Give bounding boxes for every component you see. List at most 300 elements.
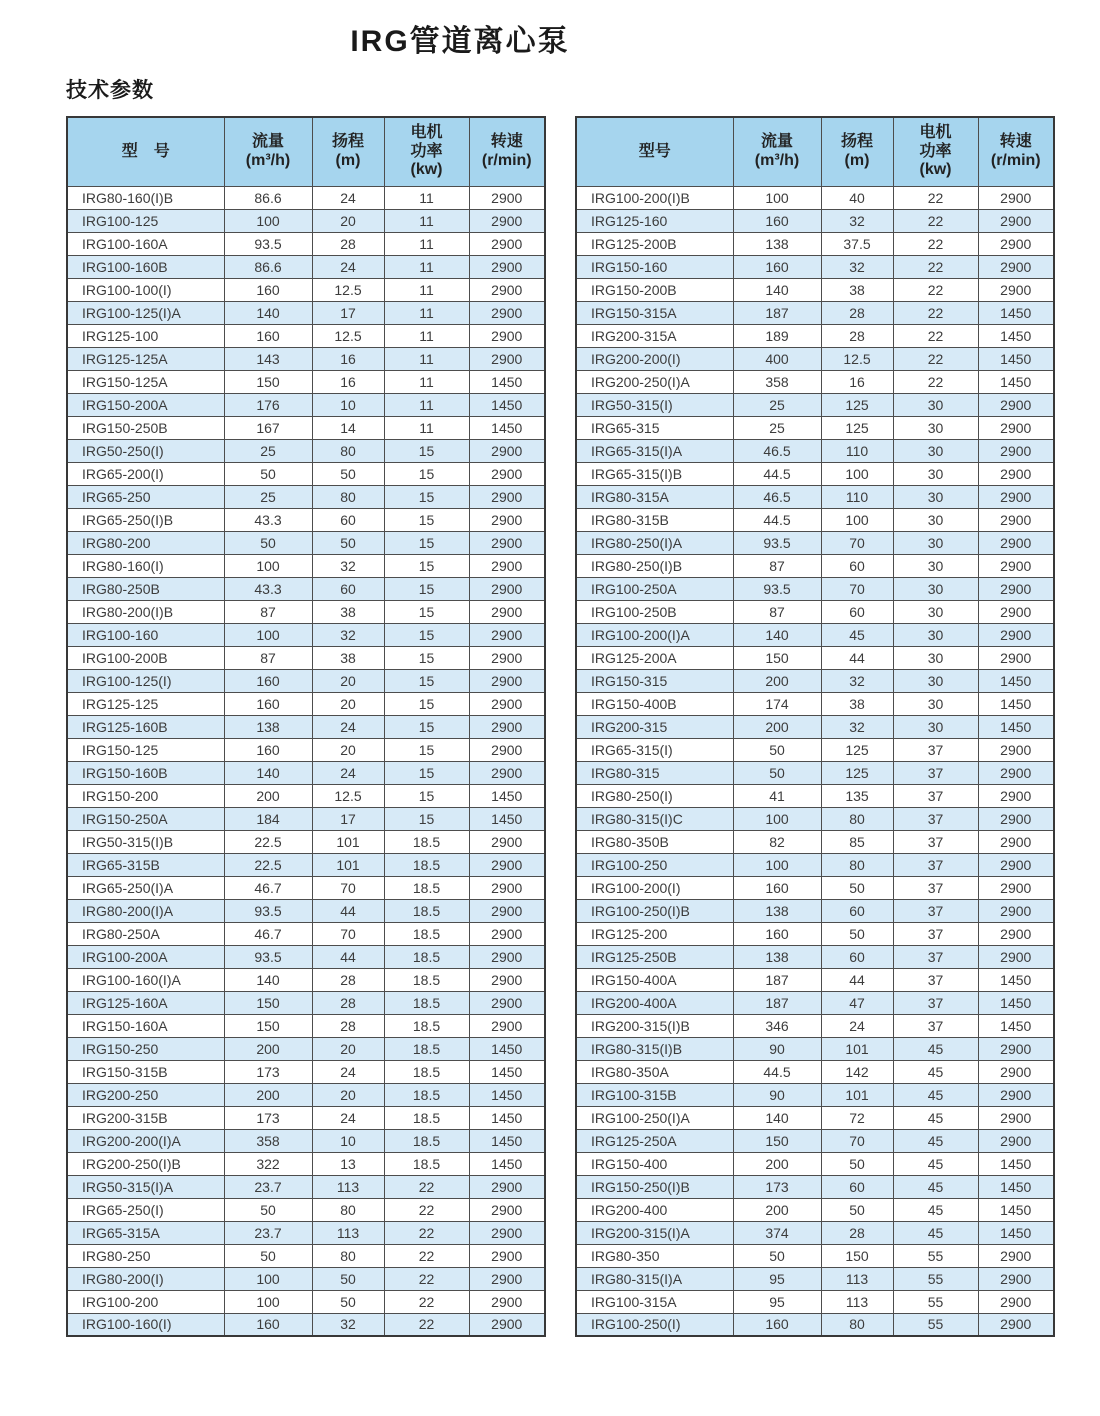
cell-value: 2900 — [978, 600, 1054, 623]
cell-model: IRG125-125 — [67, 692, 224, 715]
table-row — [576, 393, 1054, 416]
cell-model: IRG100-200(I)B — [576, 186, 733, 209]
cell-model: IRG100-125(I)A — [67, 301, 224, 324]
cell-value: 13 — [312, 1152, 384, 1175]
cell-value: 15 — [384, 692, 469, 715]
cell-value: 20 — [312, 1037, 384, 1060]
cell-value: 2900 — [978, 554, 1054, 577]
table-row — [67, 968, 545, 991]
table-row — [576, 462, 1054, 485]
table-row — [67, 1129, 545, 1152]
cell-value: 2900 — [978, 577, 1054, 600]
cell-value: 2900 — [469, 554, 545, 577]
cell-value: 50 — [224, 531, 312, 554]
cell-value: 50 — [821, 922, 893, 945]
cell-value: 18.5 — [384, 853, 469, 876]
cell-value: 24 — [312, 715, 384, 738]
cell-model: IRG65-250(I) — [67, 1198, 224, 1221]
cell-value: 45 — [893, 1152, 978, 1175]
cell-value: 15 — [384, 577, 469, 600]
cell-value: 187 — [733, 968, 821, 991]
cell-value: 30 — [893, 416, 978, 439]
cell-value: 1450 — [469, 1037, 545, 1060]
table-row — [67, 991, 545, 1014]
cell-model: IRG100-250(I)B — [576, 899, 733, 922]
cell-value: 85 — [821, 830, 893, 853]
cell-value: 2900 — [469, 968, 545, 991]
cell-value: 15 — [384, 439, 469, 462]
table-row — [576, 278, 1054, 301]
cell-model: IRG80-350 — [576, 1244, 733, 1267]
cell-model: IRG80-200(I)A — [67, 899, 224, 922]
cell-value: 20 — [312, 209, 384, 232]
table-row — [67, 1221, 545, 1244]
cell-value: 12.5 — [312, 784, 384, 807]
cell-value: 55 — [893, 1290, 978, 1313]
cell-value: 15 — [384, 485, 469, 508]
cell-model: IRG50-315(I) — [576, 393, 733, 416]
cell-value: 15 — [384, 784, 469, 807]
cell-value: 173 — [733, 1175, 821, 1198]
cell-model: IRG80-160(I)B — [67, 186, 224, 209]
cell-value: 100 — [733, 853, 821, 876]
cell-value: 50 — [821, 1152, 893, 1175]
cell-value: 15 — [384, 508, 469, 531]
cell-value: 2900 — [978, 485, 1054, 508]
cell-value: 358 — [224, 1129, 312, 1152]
cell-model: IRG150-250B — [67, 416, 224, 439]
cell-model: IRG150-250A — [67, 807, 224, 830]
cell-value: 2900 — [469, 462, 545, 485]
cell-model: IRG150-250 — [67, 1037, 224, 1060]
cell-model: IRG150-400A — [576, 968, 733, 991]
cell-value: 38 — [821, 692, 893, 715]
table-row — [67, 370, 545, 393]
cell-value: 2900 — [469, 439, 545, 462]
cell-value: 12.5 — [312, 278, 384, 301]
cell-value: 150 — [733, 646, 821, 669]
cell-value: 1450 — [978, 692, 1054, 715]
cell-value: 45 — [893, 1060, 978, 1083]
cell-value: 28 — [312, 232, 384, 255]
cell-model: IRG125-160B — [67, 715, 224, 738]
cell-value: 2900 — [469, 623, 545, 646]
cell-value: 50 — [312, 462, 384, 485]
title-wrap — [0, 16, 920, 60]
table-row — [576, 692, 1054, 715]
table-row — [67, 1060, 545, 1083]
cell-value: 200 — [733, 669, 821, 692]
cell-model: IRG200-250(I)B — [67, 1152, 224, 1175]
table-row — [576, 1060, 1054, 1083]
cell-value: 32 — [821, 255, 893, 278]
cell-model: IRG200-315(I)A — [576, 1221, 733, 1244]
cell-value: 30 — [893, 715, 978, 738]
table-row — [576, 715, 1054, 738]
cell-value: 37 — [893, 945, 978, 968]
cell-value: 138 — [733, 899, 821, 922]
cell-value: 50 — [224, 1198, 312, 1221]
cell-value: 2900 — [978, 278, 1054, 301]
cell-model: IRG150-200 — [67, 784, 224, 807]
cell-value: 2900 — [469, 347, 545, 370]
cell-value: 93.5 — [224, 945, 312, 968]
cell-value: 22 — [893, 370, 978, 393]
cell-value: 60 — [312, 577, 384, 600]
table-row — [576, 830, 1054, 853]
cell-value: 32 — [312, 554, 384, 577]
cell-value: 22 — [384, 1198, 469, 1221]
cell-value: 173 — [224, 1106, 312, 1129]
cell-value: 50 — [312, 1290, 384, 1313]
cell-model: IRG50-250(I) — [67, 439, 224, 462]
cell-value: 30 — [893, 600, 978, 623]
cell-value: 24 — [312, 761, 384, 784]
cell-value: 2900 — [978, 1037, 1054, 1060]
cell-value: 44 — [312, 945, 384, 968]
cell-model: IRG150-125A — [67, 370, 224, 393]
table-row — [67, 669, 545, 692]
cell-value: 2900 — [469, 1014, 545, 1037]
cell-value: 2900 — [469, 715, 545, 738]
cell-value: 50 — [821, 1198, 893, 1221]
table-row — [67, 1014, 545, 1037]
cell-value: 1450 — [469, 1060, 545, 1083]
cell-value: 2900 — [978, 439, 1054, 462]
table-row — [67, 784, 545, 807]
cell-model: IRG150-315A — [576, 301, 733, 324]
cell-value: 11 — [384, 370, 469, 393]
cell-model: IRG100-250 — [576, 853, 733, 876]
cell-model: IRG80-250B — [67, 577, 224, 600]
cell-model: IRG150-160 — [576, 255, 733, 278]
cell-value: 32 — [821, 669, 893, 692]
cell-value: 2900 — [469, 577, 545, 600]
cell-value: 2900 — [469, 761, 545, 784]
table-row — [67, 1037, 545, 1060]
cell-value: 86.6 — [224, 186, 312, 209]
cell-value: 100 — [821, 462, 893, 485]
cell-value: 110 — [821, 439, 893, 462]
table-row — [67, 439, 545, 462]
cell-value: 45 — [893, 1175, 978, 1198]
cell-value: 46.7 — [224, 876, 312, 899]
cell-model: IRG65-315(I)B — [576, 462, 733, 485]
cell-model: IRG150-125 — [67, 738, 224, 761]
table-row — [576, 485, 1054, 508]
cell-model: IRG100-250A — [576, 577, 733, 600]
cell-value: 60 — [312, 508, 384, 531]
cell-value: 30 — [893, 554, 978, 577]
cell-value: 60 — [821, 945, 893, 968]
table-row — [576, 232, 1054, 255]
cell-value: 18.5 — [384, 922, 469, 945]
cell-value: 18.5 — [384, 1060, 469, 1083]
cell-model: IRG80-315(I)C — [576, 807, 733, 830]
cell-value: 87 — [224, 600, 312, 623]
cell-value: 90 — [733, 1083, 821, 1106]
cell-value: 82 — [733, 830, 821, 853]
table-row — [576, 1267, 1054, 1290]
cell-value: 140 — [224, 301, 312, 324]
cell-value: 18.5 — [384, 1129, 469, 1152]
cell-value: 1450 — [469, 1083, 545, 1106]
cell-value: 45 — [893, 1083, 978, 1106]
cell-value: 2900 — [469, 255, 545, 278]
cell-value: 15 — [384, 738, 469, 761]
cell-value: 37 — [893, 853, 978, 876]
cell-value: 22 — [384, 1313, 469, 1336]
table-row — [67, 876, 545, 899]
cell-value: 80 — [821, 1313, 893, 1336]
cell-value: 11 — [384, 393, 469, 416]
cell-value: 113 — [312, 1175, 384, 1198]
cell-model: IRG100-200 — [67, 1290, 224, 1313]
cell-value: 37 — [893, 899, 978, 922]
cell-value: 70 — [821, 531, 893, 554]
cell-model: IRG125-160 — [576, 209, 733, 232]
cell-value: 1450 — [978, 1198, 1054, 1221]
cell-value: 10 — [312, 1129, 384, 1152]
cell-value: 140 — [733, 623, 821, 646]
table-row — [576, 1106, 1054, 1129]
table-row — [67, 646, 545, 669]
cell-value: 2900 — [469, 278, 545, 301]
cell-model: IRG80-350B — [576, 830, 733, 853]
table-row — [67, 393, 545, 416]
cell-value: 32 — [312, 1313, 384, 1336]
cell-value: 60 — [821, 600, 893, 623]
cell-value: 70 — [312, 876, 384, 899]
cell-value: 22 — [384, 1244, 469, 1267]
cell-value: 22 — [893, 209, 978, 232]
cell-model: IRG80-250A — [67, 922, 224, 945]
table-row — [67, 1244, 545, 1267]
cell-value: 37 — [893, 876, 978, 899]
cell-value: 160 — [733, 876, 821, 899]
cell-value: 187 — [733, 991, 821, 1014]
cell-value: 45 — [893, 1198, 978, 1221]
cell-value: 80 — [312, 1244, 384, 1267]
cell-value: 60 — [821, 899, 893, 922]
cell-value: 2900 — [469, 301, 545, 324]
cell-model: IRG65-200(I) — [67, 462, 224, 485]
table-row — [576, 255, 1054, 278]
cell-value: 200 — [224, 1037, 312, 1060]
cell-value: 2900 — [469, 485, 545, 508]
table-row — [576, 738, 1054, 761]
cell-value: 2900 — [978, 853, 1054, 876]
cell-value: 140 — [733, 1106, 821, 1129]
table-row — [576, 1083, 1054, 1106]
cell-model: IRG80-315A — [576, 485, 733, 508]
cell-model: IRG100-125(I) — [67, 669, 224, 692]
table-row — [67, 1290, 545, 1313]
cell-value: 1450 — [978, 669, 1054, 692]
cell-value: 138 — [733, 232, 821, 255]
cell-value: 44 — [312, 899, 384, 922]
table-row — [67, 807, 545, 830]
cell-model: IRG200-400A — [576, 991, 733, 1014]
column-header: 电机 功率 (kw) — [893, 117, 978, 186]
cell-value: 2900 — [469, 186, 545, 209]
cell-model: IRG65-250 — [67, 485, 224, 508]
cell-value: 2900 — [469, 508, 545, 531]
cell-value: 100 — [224, 623, 312, 646]
table-row — [67, 600, 545, 623]
cell-value: 113 — [821, 1290, 893, 1313]
table-row — [576, 324, 1054, 347]
cell-value: 43.3 — [224, 508, 312, 531]
cell-value: 44.5 — [733, 462, 821, 485]
cell-value: 30 — [893, 623, 978, 646]
cell-value: 2900 — [978, 807, 1054, 830]
cell-model: IRG100-200B — [67, 646, 224, 669]
cell-model: IRG125-160A — [67, 991, 224, 1014]
table-row — [576, 922, 1054, 945]
table-row — [576, 807, 1054, 830]
cell-value: 200 — [733, 1198, 821, 1221]
table-row — [67, 324, 545, 347]
cell-value: 28 — [312, 1014, 384, 1037]
cell-value: 80 — [312, 1198, 384, 1221]
table-row — [67, 531, 545, 554]
table-row — [67, 462, 545, 485]
cell-value: 176 — [224, 393, 312, 416]
cell-value: 1450 — [469, 807, 545, 830]
cell-model: IRG200-250 — [67, 1083, 224, 1106]
cell-value: 10 — [312, 393, 384, 416]
table-row — [576, 1014, 1054, 1037]
page-title: IRG管道离心泵 — [350, 25, 570, 58]
header-row — [67, 117, 545, 186]
cell-value: 2900 — [469, 853, 545, 876]
cell-model: IRG100-200(I) — [576, 876, 733, 899]
cell-value: 93.5 — [224, 232, 312, 255]
cell-model: IRG100-250(I) — [576, 1313, 733, 1336]
cell-value: 50 — [224, 1244, 312, 1267]
cell-value: 150 — [733, 1129, 821, 1152]
cell-model: IRG150-200B — [576, 278, 733, 301]
cell-value: 11 — [384, 324, 469, 347]
cell-value: 23.7 — [224, 1175, 312, 1198]
cell-value: 100 — [224, 1290, 312, 1313]
cell-value: 167 — [224, 416, 312, 439]
cell-value: 22 — [893, 255, 978, 278]
cell-value: 200 — [733, 1152, 821, 1175]
cell-value: 22 — [893, 186, 978, 209]
cell-value: 46.7 — [224, 922, 312, 945]
table-row — [67, 347, 545, 370]
cell-value: 1450 — [469, 1106, 545, 1129]
table-row — [576, 1198, 1054, 1221]
cell-value: 100 — [224, 209, 312, 232]
cell-value: 44.5 — [733, 1060, 821, 1083]
cell-value: 2900 — [469, 232, 545, 255]
cell-value: 50 — [312, 531, 384, 554]
spec-table-right — [575, 116, 1055, 1337]
cell-value: 12.5 — [312, 324, 384, 347]
table-row — [67, 1313, 545, 1336]
cell-model: IRG65-315(I)A — [576, 439, 733, 462]
cell-value: 44 — [821, 968, 893, 991]
cell-value: 2900 — [469, 1267, 545, 1290]
cell-value: 2900 — [469, 646, 545, 669]
cell-value: 44 — [821, 646, 893, 669]
cell-value: 30 — [893, 669, 978, 692]
cell-model: IRG50-315(I)B — [67, 830, 224, 853]
cell-value: 140 — [224, 761, 312, 784]
cell-model: IRG80-250 — [67, 1244, 224, 1267]
table-row — [67, 416, 545, 439]
cell-value: 37.5 — [821, 232, 893, 255]
cell-value: 140 — [224, 968, 312, 991]
cell-model: IRG80-350A — [576, 1060, 733, 1083]
column-header: 流量 (m³/h) — [224, 117, 312, 186]
column-header: 扬程 (m) — [821, 117, 893, 186]
cell-model: IRG125-250A — [576, 1129, 733, 1152]
cell-model: IRG150-315 — [576, 669, 733, 692]
table-row — [576, 784, 1054, 807]
cell-value: 25 — [224, 485, 312, 508]
cell-value: 15 — [384, 669, 469, 692]
cell-model: IRG200-315(I)B — [576, 1014, 733, 1037]
cell-value: 18.5 — [384, 1083, 469, 1106]
cell-value: 45 — [893, 1106, 978, 1129]
cell-value: 16 — [312, 347, 384, 370]
cell-value: 101 — [312, 830, 384, 853]
cell-value: 11 — [384, 186, 469, 209]
cell-model: IRG100-160B — [67, 255, 224, 278]
cell-value: 70 — [821, 577, 893, 600]
cell-model: IRG100-200(I)A — [576, 623, 733, 646]
cell-value: 160 — [224, 324, 312, 347]
table-row — [576, 301, 1054, 324]
cell-value: 200 — [224, 1083, 312, 1106]
table-row — [576, 968, 1054, 991]
cell-model: IRG80-250(I)A — [576, 531, 733, 554]
cell-model: IRG125-200A — [576, 646, 733, 669]
cell-value: 25 — [733, 416, 821, 439]
cell-value: 45 — [893, 1037, 978, 1060]
cell-value: 1450 — [978, 301, 1054, 324]
table-row — [67, 738, 545, 761]
cell-value: 2900 — [469, 209, 545, 232]
cell-value: 200 — [733, 715, 821, 738]
cell-value: 322 — [224, 1152, 312, 1175]
cell-value: 16 — [821, 370, 893, 393]
table-row — [576, 1175, 1054, 1198]
cell-value: 2900 — [978, 393, 1054, 416]
cell-value: 15 — [384, 600, 469, 623]
table-row — [67, 301, 545, 324]
table-row — [576, 370, 1054, 393]
cell-model: IRG65-250(I)A — [67, 876, 224, 899]
cell-value: 22 — [893, 232, 978, 255]
cell-value: 11 — [384, 278, 469, 301]
cell-value: 23.7 — [224, 1221, 312, 1244]
cell-model: IRG65-250(I)B — [67, 508, 224, 531]
cell-value: 70 — [312, 922, 384, 945]
cell-value: 2900 — [469, 1290, 545, 1313]
cell-model: IRG200-200(I)A — [67, 1129, 224, 1152]
table-row — [576, 991, 1054, 1014]
cell-value: 2900 — [978, 761, 1054, 784]
cell-value: 125 — [821, 761, 893, 784]
cell-value: 37 — [893, 738, 978, 761]
cell-value: 1450 — [978, 347, 1054, 370]
cell-value: 50 — [733, 738, 821, 761]
